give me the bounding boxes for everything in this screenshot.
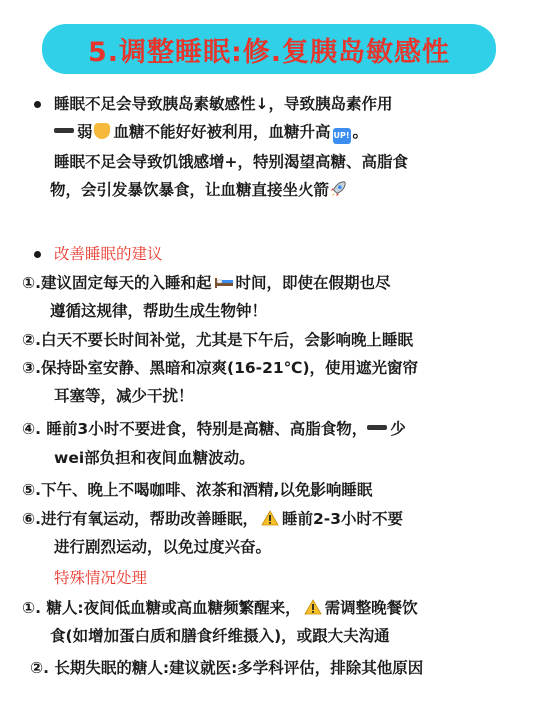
special-item-1-cont: 食(如增加蛋白质和膳食纤维摄入)，或跟大夫沟通 bbox=[50, 627, 390, 645]
intro-text-2a: 弱 bbox=[77, 123, 93, 141]
special-heading: 特殊情况处理 bbox=[54, 569, 148, 587]
intro-text-2b: 血糖不能好好被利用，血糖升高 bbox=[113, 123, 331, 141]
intro-line-4 bbox=[50, 179, 347, 201]
thumbs-down-icon bbox=[94, 123, 110, 139]
bed-icon bbox=[214, 275, 234, 289]
advice-item-6-cont: 进行剧烈运动，以免过度兴奋。 bbox=[54, 538, 272, 556]
heavy-minus-icon bbox=[367, 425, 387, 430]
page-title: 5.调整睡眠:修.复胰岛敏感性 bbox=[87, 36, 451, 68]
intro-text-2c: 。 bbox=[352, 123, 369, 141]
special-item-1-text-b: 需调整晚餐饮 bbox=[324, 599, 418, 617]
advice-item-1-text-c: 遵循这规律，帮助生成生物钟！ bbox=[50, 302, 268, 320]
advice-item-6-text-a: ⑥.进行有氧运动，帮助改善睡眠， bbox=[22, 510, 259, 528]
bullet-dot bbox=[34, 251, 41, 258]
intro-line-1 bbox=[54, 93, 393, 115]
advice-heading: 改善睡眠的建议 bbox=[54, 245, 163, 263]
special-item-1-text-a: ①. 糖人:夜间低血糖或高血糖频繁醒来， bbox=[22, 599, 301, 617]
title-banner bbox=[42, 24, 496, 74]
up-button-icon: UP! bbox=[333, 128, 351, 144]
advice-item-4-text-a: ④. 睡前3小时不要进食，特别是高糖、高脂食物， bbox=[22, 420, 368, 438]
rocket-icon bbox=[329, 180, 347, 198]
advice-item-3: ③.保持卧室安静、黑暗和凉爽(16-21℃)，使用遮光窗帘 bbox=[22, 359, 419, 377]
intro-text-3: 睡眠不足会导致饥饿感增+，特别渴望高糖、高脂食 bbox=[54, 153, 408, 171]
bullet-dot bbox=[34, 101, 41, 108]
advice-item-6 bbox=[22, 508, 403, 530]
warning-icon bbox=[304, 599, 322, 615]
advice-item-5: ⑤.下午、晚上不喝咖啡、浓茶和酒精,以免影响睡眠 bbox=[22, 481, 373, 499]
special-item-1 bbox=[22, 597, 418, 619]
intro-line-3 bbox=[54, 151, 408, 173]
advice-item-1-cont bbox=[50, 300, 267, 322]
advice-item-4-cont: wei部负担和夜间血糖波动。 bbox=[54, 449, 255, 467]
warning-icon bbox=[261, 510, 279, 526]
advice-item-4-text-b: 少 bbox=[390, 420, 406, 438]
advice-item-6-text-b: 睡前2-3小时不要 bbox=[282, 510, 404, 528]
intro-text-4: 物，会引发暴饮暴食，让血糖直接坐火箭 bbox=[50, 181, 330, 199]
heavy-minus-icon bbox=[54, 128, 74, 133]
advice-item-3-cont: 耳塞等，减少干扰！ bbox=[54, 387, 194, 405]
advice-item-1 bbox=[22, 272, 391, 294]
advice-item-1-text-b: 时间，即使在假期也尽 bbox=[235, 274, 391, 292]
advice-item-1-text-a: ①.建议固定每天的入睡和起 bbox=[22, 274, 212, 292]
intro-line-2 bbox=[54, 121, 368, 144]
advice-item-2: ②.白天不要长时间补觉，尤其是下午后，会影响晚上睡眠 bbox=[22, 331, 414, 349]
advice-item-4 bbox=[22, 418, 406, 440]
intro-text-1: 睡眠不足会导致胰岛素敏感性↓，导致胰岛素作用 bbox=[54, 95, 393, 113]
special-item-2: ②. 长期失眠的糖人:建议就医:多学科评估，排除其他原因 bbox=[30, 659, 424, 677]
